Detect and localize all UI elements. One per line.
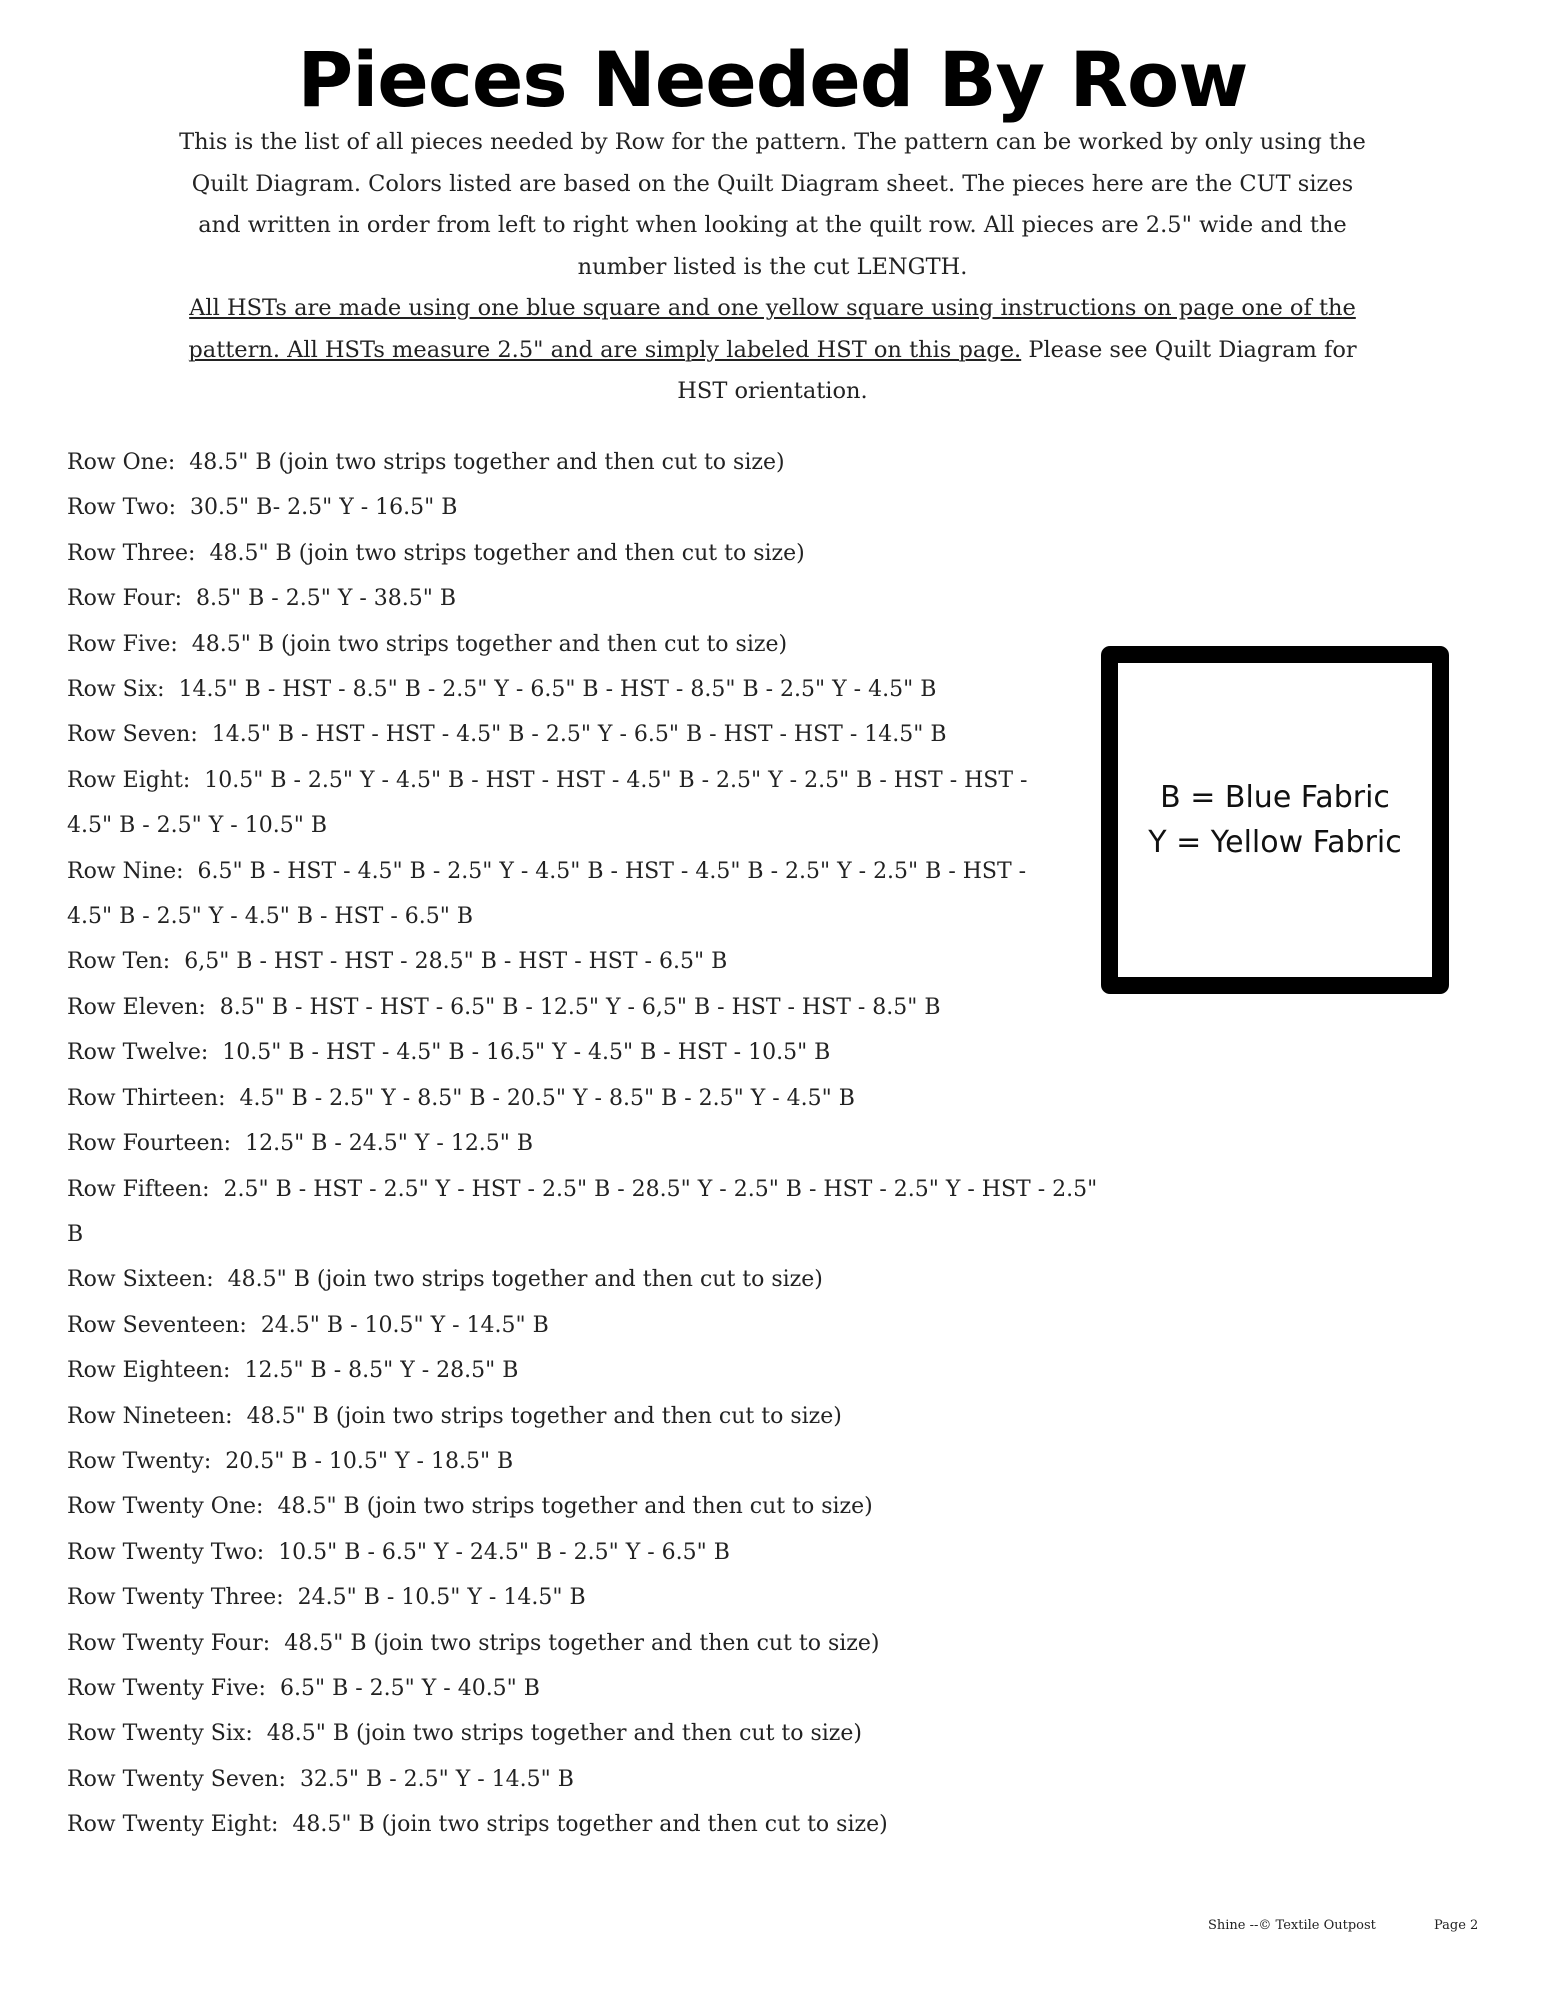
- row-pieces: 48.5" B (join two strips together and then cut to size): [284, 1630, 880, 1656]
- intro-text: This is the list of all pieces needed by Row for the pattern. The pattern can be worked by only using the Quilt Diagram. Colors listed are based on the Quilt Diagram sheet. The pieces here are the CUT sizes and written in order from left to right when looking at the quilt row. All pieces are 2.5" wide and the number listed is the cut LENGTH.: [179, 129, 1366, 280]
- row-pieces: 10.5" B - HST - 4.5" B - 16.5" Y - 4.5" B - HST - 10.5" B: [222, 1040, 831, 1066]
- row-item: [67, 1530, 1117, 1575]
- row-pieces: 48.5" B (join two strips together and then cut to size): [227, 1267, 823, 1293]
- row-pieces: 6.5" B - HST - 4.5" B - 2.5" Y - 4.5" B - HST - 4.5" B - 2.5" Y - 2.5" B - HST -: [197, 858, 1027, 884]
- row-pieces: 48.5" B (join two strips together and then cut to size): [191, 631, 788, 657]
- row-item: [67, 1666, 1117, 1711]
- row-item: [67, 1802, 1117, 1847]
- rows-list: [67, 440, 1117, 1848]
- row-pieces: 48.5" B (join two strips together and then cut to size): [189, 450, 785, 475]
- fabric-legend: [1101, 646, 1449, 994]
- row-item: [67, 1257, 1117, 1302]
- row-pieces-continued: 4.5" B - 2.5" Y - 10.5" B: [67, 813, 327, 839]
- row-item: [67, 758, 1117, 849]
- row-pieces: 12.5" B - 24.5" Y - 12.5" B: [245, 1131, 534, 1157]
- row-pieces: 24.5" B - 10.5" Y - 14.5" B: [260, 1312, 549, 1338]
- page-number: Page 2: [1434, 1918, 1479, 1933]
- row-label: Row Ten:: [67, 949, 171, 975]
- row-item: [67, 667, 1117, 712]
- row-label: Row One:: [67, 450, 176, 475]
- row-item: [67, 485, 1117, 530]
- row-pieces: 48.5" B (join two strips together and then cut to size): [246, 1403, 842, 1429]
- row-item: [67, 1575, 1117, 1620]
- row-label: Row Seventeen:: [67, 1312, 247, 1338]
- row-label: Row Nineteen:: [67, 1403, 233, 1429]
- row-pieces: 48.5" B (join two strips together and then cut to size): [277, 1494, 873, 1520]
- row-item: [67, 1484, 1117, 1529]
- row-pieces: 2.5" B - HST - 2.5" Y - HST - 2.5" B - 28.5" Y - 2.5" B - HST - 2.5" Y - HST - 2.5" B: [67, 1176, 1098, 1247]
- row-label: Row Sixteen:: [67, 1267, 214, 1293]
- row-label: Row Nine:: [67, 858, 184, 884]
- row-pieces: 10.5" B - 2.5" Y - 4.5" B - HST - HST - 4.5" B - 2.5" Y - 2.5" B - HST - HST -: [204, 767, 1028, 793]
- row-label: Row Twenty Three:: [67, 1585, 284, 1611]
- row-pieces: 30.5" B- 2.5" Y - 16.5" B: [190, 495, 458, 521]
- row-label: Row Four:: [67, 586, 183, 612]
- row-label: Row Twenty Six:: [67, 1721, 253, 1747]
- row-pieces: 48.5" B (join two strips together and then cut to size): [266, 1721, 863, 1747]
- row-pieces: 14.5" B - HST - HST - 4.5" B - 2.5" Y - 6.5" B - HST - HST - 14.5" B: [211, 722, 947, 748]
- row-label: Row Twenty Seven:: [67, 1766, 286, 1792]
- row-item: [67, 1394, 1117, 1439]
- row-label: Row Eleven:: [67, 994, 206, 1020]
- row-label: Row Twenty Five:: [67, 1675, 266, 1701]
- row-label: Row Twenty One:: [67, 1494, 264, 1520]
- footer-credit: Shine --© Textile Outpost: [1208, 1918, 1376, 1933]
- row-item: [67, 1167, 1117, 1258]
- row-pieces: 24.5" B - 10.5" Y - 14.5" B: [297, 1585, 586, 1611]
- row-label: Row Twelve:: [67, 1040, 209, 1066]
- row-label: Row Twenty:: [67, 1448, 212, 1474]
- row-label: Row Eight:: [67, 767, 191, 793]
- row-item: [67, 1076, 1117, 1121]
- row-item: [67, 1121, 1117, 1166]
- row-item: [67, 712, 1117, 757]
- row-label: Row Seven:: [67, 722, 198, 748]
- row-item: [67, 1439, 1117, 1484]
- row-pieces: 8.5" B - HST - HST - 6.5" B - 12.5" Y - 6,5" B - HST - HST - 8.5" B: [219, 994, 941, 1020]
- row-pieces: 32.5" B - 2.5" Y - 14.5" B: [299, 1766, 574, 1792]
- row-item: [67, 1711, 1117, 1756]
- row-item: [67, 576, 1117, 621]
- page-title: Pieces Needed By Row: [297, 35, 1248, 124]
- row-label: Row Two:: [67, 495, 177, 521]
- row-pieces: 6.5" B - 2.5" Y - 40.5" B: [279, 1675, 540, 1701]
- row-pieces: 10.5" B - 6.5" Y - 24.5" B - 2.5" Y - 6.5" B: [278, 1539, 730, 1565]
- row-item: [67, 985, 1117, 1030]
- row-pieces: 8.5" B - 2.5" Y - 38.5" B: [196, 586, 457, 612]
- row-pieces: 48.5" B (join two strips together and then cut to size): [209, 540, 805, 566]
- row-label: Row Six:: [67, 677, 165, 703]
- intro-paragraph: [175, 122, 1370, 413]
- row-pieces: 12.5" B - 8.5" Y - 28.5" B: [244, 1358, 519, 1384]
- row-item: [67, 531, 1117, 576]
- row-label: Row Fifteen:: [67, 1176, 210, 1202]
- row-item: [67, 939, 1117, 984]
- row-label: Row Thirteen:: [67, 1085, 226, 1111]
- hst-note: All HSTs are made using one blue square and one yellow square using instructions on page one of the pattern. All HSTs measure 2.5" and are simply labeled HST on this page.: [188, 295, 1356, 363]
- legend-blue: B = Blue Fabric: [1160, 780, 1390, 815]
- hst-orientation-note: Please see Quilt Diagram for HST orientation.: [677, 336, 1357, 404]
- row-label: Row Five:: [67, 631, 178, 657]
- legend-yellow: Y = Yellow Fabric: [1148, 825, 1402, 860]
- row-pieces: 6,5" B - HST - HST - 28.5" B - HST - HST - 6.5" B: [184, 949, 728, 975]
- row-label: Row Twenty Four:: [67, 1630, 271, 1656]
- row-item: [67, 622, 1117, 667]
- row-item: [67, 1757, 1117, 1802]
- row-pieces: 20.5" B - 10.5" Y - 18.5" B: [225, 1448, 514, 1474]
- row-label: Row Three:: [67, 540, 196, 566]
- row-pieces: 48.5" B (join two strips together and then cut to size): [292, 1812, 888, 1838]
- row-item: [67, 1348, 1117, 1393]
- row-item: [67, 440, 1117, 485]
- row-label: Row Twenty Two:: [67, 1539, 265, 1565]
- row-pieces: 14.5" B - HST - 8.5" B - 2.5" Y - 6.5" B - HST - 8.5" B - 2.5" Y - 4.5" B: [178, 677, 937, 703]
- row-item: [67, 1303, 1117, 1348]
- row-item: [67, 1030, 1117, 1075]
- row-pieces: 4.5" B - 2.5" Y - 8.5" B - 20.5" Y - 8.5" B - 2.5" Y - 4.5" B: [239, 1085, 855, 1111]
- row-item: [67, 1621, 1117, 1666]
- row-pieces-continued: 4.5" B - 2.5" Y - 4.5" B - HST - 6.5" B: [67, 904, 474, 930]
- row-label: Row Eighteen:: [67, 1358, 231, 1384]
- row-label: Row Twenty Eight:: [67, 1812, 279, 1838]
- row-label: Row Fourteen:: [67, 1131, 232, 1157]
- row-item: [67, 849, 1117, 940]
